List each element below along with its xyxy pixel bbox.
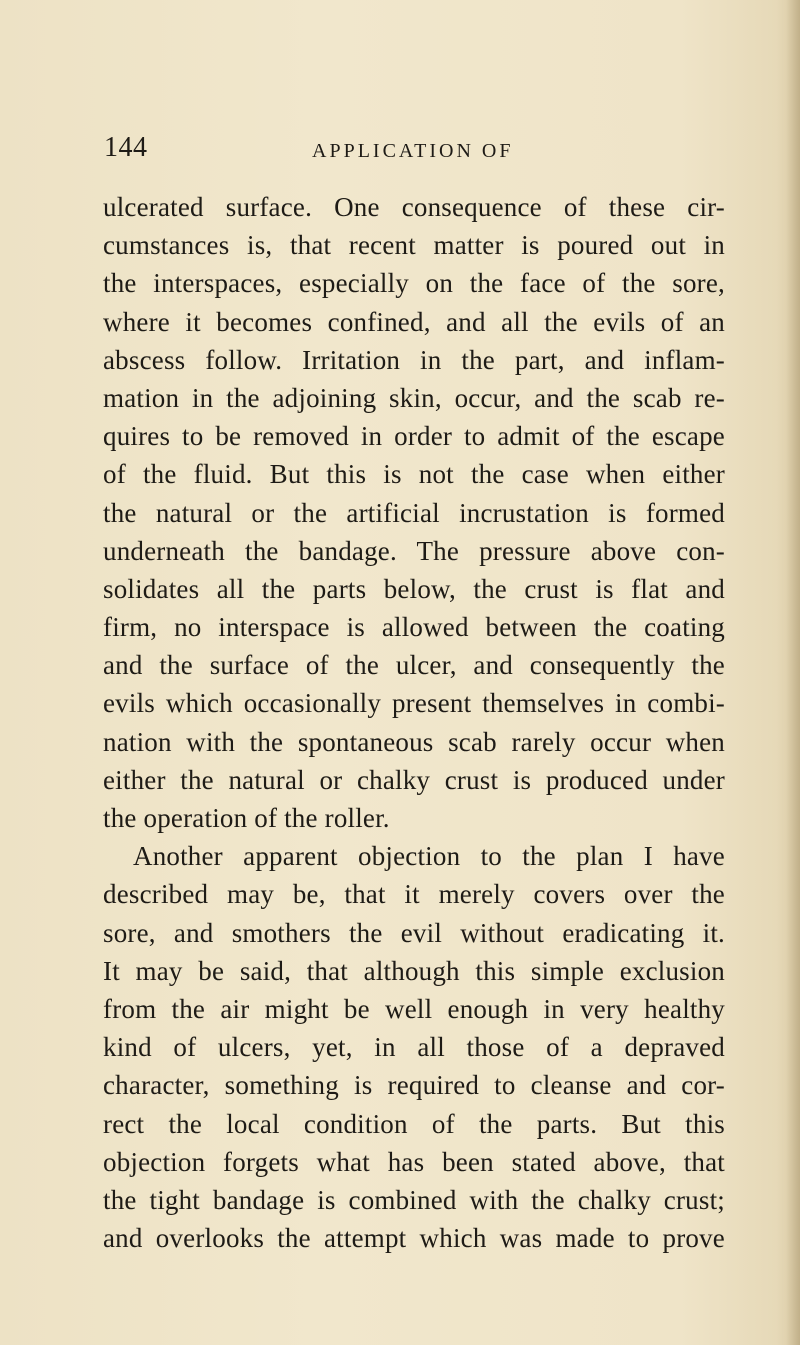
text-line: and overlooks the attempt which was made to prove bbox=[103, 1223, 725, 1254]
text-line: evils which occasionally present themselves in combi- bbox=[103, 688, 725, 719]
text-line: mation in the adjoining skin, occur, and the scab re- bbox=[103, 382, 725, 413]
text-line: the natural or the artificial incrustation is formed bbox=[103, 497, 725, 528]
body-text bbox=[103, 188, 725, 1257]
text-line: nation with the spontaneous scab rarely occur when bbox=[103, 726, 725, 757]
text-line: firm, no interspace is allowed between the coating bbox=[103, 612, 725, 643]
text-line: underneath the bandage. The pressure above con- bbox=[103, 535, 725, 566]
text-line: character, something is required to cleanse and cor- bbox=[103, 1070, 725, 1101]
text-line: It may be said, that although this simple exclusion bbox=[103, 955, 725, 986]
text-line: cumstances is, that recent matter is poured out in bbox=[103, 230, 725, 261]
text-line: the interspaces, especially on the face of the sore, bbox=[103, 268, 725, 299]
page-number: 144 bbox=[104, 132, 148, 163]
text-line: rect the local condition of the parts. But this bbox=[103, 1108, 725, 1139]
text-line: solidates all the parts below, the crust is flat and bbox=[103, 573, 725, 604]
text-line: from the air might be well enough in very healthy bbox=[103, 993, 725, 1024]
text-line: quires to be removed in order to admit of the escape bbox=[103, 421, 725, 452]
text-line: described may be, that it merely covers over the bbox=[103, 879, 725, 910]
text-line: objection forgets what has been stated above, that bbox=[103, 1146, 725, 1177]
text-line: where it becomes confined, and all the evils of an bbox=[103, 306, 725, 337]
page-edge-shadow bbox=[786, 0, 800, 1345]
page-header bbox=[0, 133, 800, 173]
text-line: ulcerated surface. One consequence of these cir- bbox=[103, 192, 725, 222]
paragraph-end-line: the operation of the roller. bbox=[103, 803, 390, 833]
text-line: of the fluid. But this is not the case when either bbox=[103, 459, 725, 490]
running-head: APPLICATION OF bbox=[312, 140, 514, 162]
text-line: and the surface of the ulcer, and consequently the bbox=[103, 650, 725, 681]
text-line: sore, and smothers the evil without eradicating it. bbox=[103, 917, 725, 948]
text-line: abscess follow. Irritation in the part, and inflam- bbox=[103, 344, 725, 375]
text-line: kind of ulcers, yet, in all those of a depraved bbox=[103, 1032, 725, 1063]
text-line: either the natural or chalky crust is produced under bbox=[103, 764, 725, 795]
paragraph-start-line: Another apparent objection to the plan I have bbox=[133, 841, 725, 872]
text-line: the tight bandage is combined with the chalky crust; bbox=[103, 1184, 725, 1215]
